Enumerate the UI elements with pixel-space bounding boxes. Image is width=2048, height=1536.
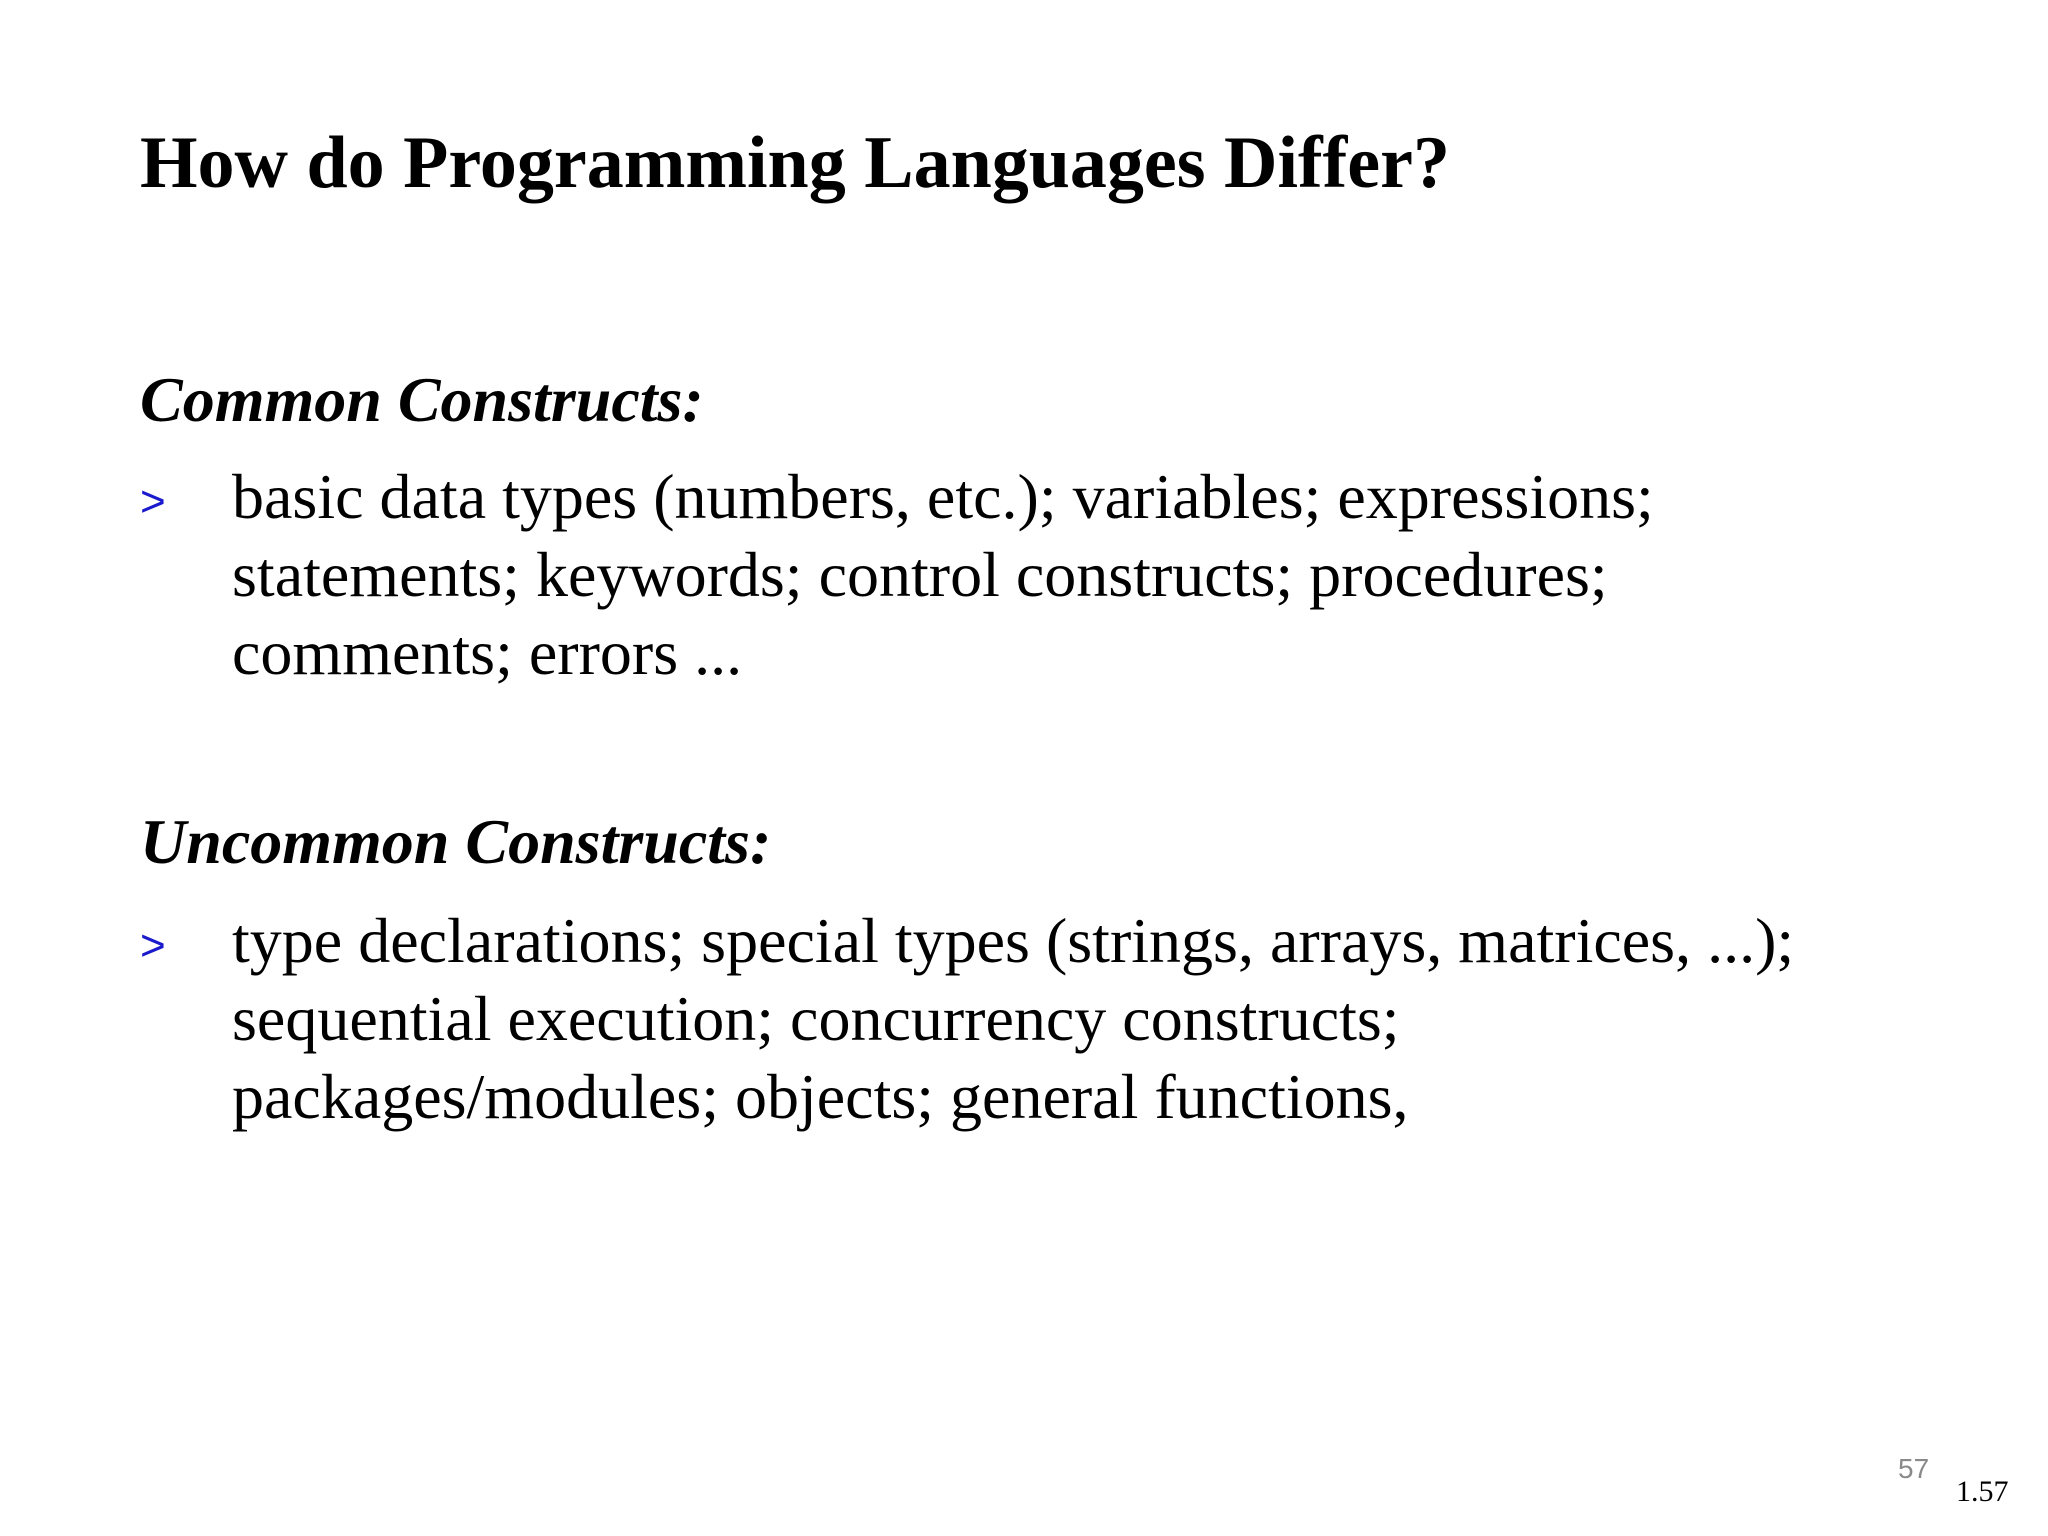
- bullet-text: [232, 902, 2048, 1136]
- slide-number: 57: [1898, 1453, 1930, 1484]
- bullet-line: statements; keywords; control constructs; procedures;: [232, 539, 1608, 610]
- page-reference: 1.57: [1956, 1475, 2009, 1508]
- slide-title: How do Programming Languages Differ?: [140, 122, 1450, 204]
- bullet-marker: >: [140, 477, 166, 526]
- section-heading-common: Common Constructs:: [140, 364, 704, 435]
- bullet-line: sequential execution; concurrency constructs;: [232, 983, 1400, 1054]
- section-heading-uncommon: Uncommon Constructs:: [140, 806, 772, 877]
- bullet-marker: >: [140, 921, 166, 970]
- bullet-text: [232, 458, 2048, 692]
- bullet-line: basic data types (numbers, etc.); variables; expressions;: [232, 461, 1654, 532]
- bullet-line: type declarations; special types (strings, arrays, matrices, ...);: [232, 905, 1795, 976]
- bullet-line: comments; errors ...: [232, 617, 743, 688]
- bullet-line: packages/modules; objects; general functions,: [232, 1061, 1409, 1132]
